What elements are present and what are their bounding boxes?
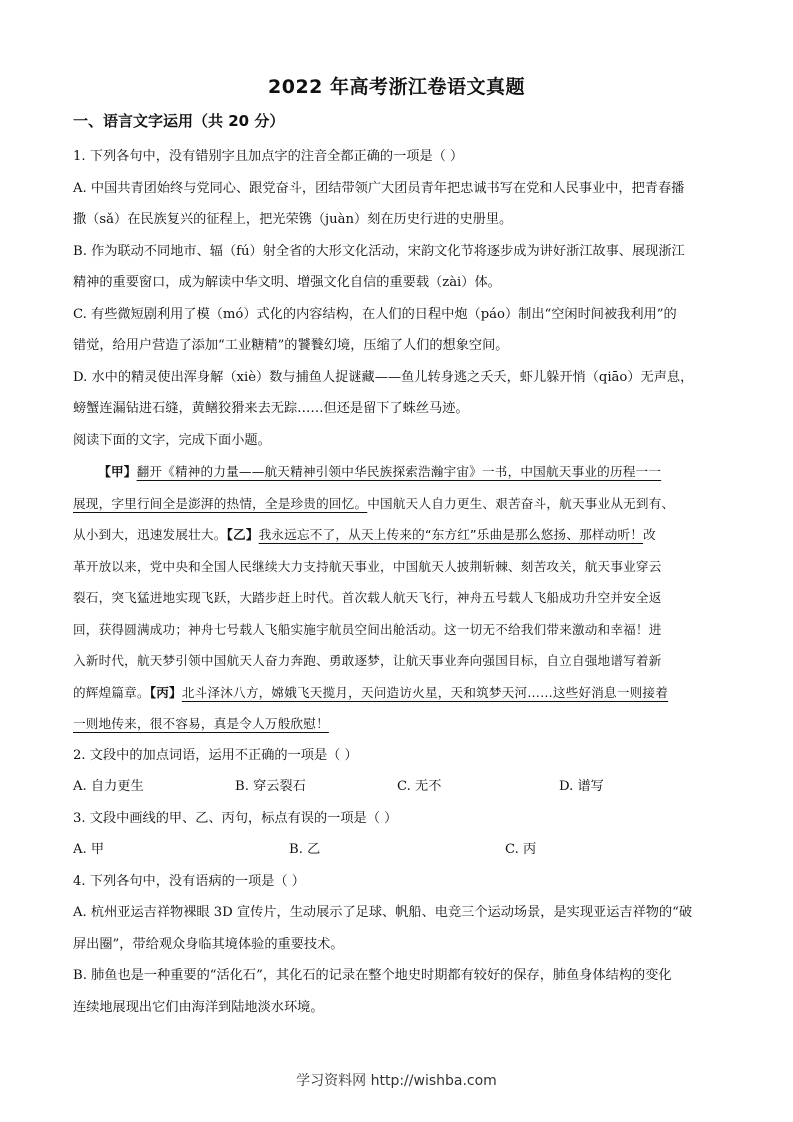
q2-option-a: A. 自力更生 bbox=[73, 779, 144, 794]
passage-text: 改 bbox=[643, 527, 656, 542]
q4-option-b-line1: B. 肺鱼也是一种重要的“活化石”，其化石的记录在整个地史时期都有较好的保存，肺鱼身体结构的变化 bbox=[73, 968, 672, 983]
passage-line bbox=[73, 677, 721, 709]
passage-text: 从小到大，迅速发展壮大。 bbox=[73, 527, 227, 542]
passage-line: 入新时代，航天梦引领中国航天人奋力奔跑、勇敢逐梦，让航天事业奔向强国目标，自立自强地谱写着新 bbox=[73, 653, 662, 668]
q1-option-c-line2: 错觉，给用户营造了添加“工业糖精”的饕餮幻境，压缩了人们的想象空间。 bbox=[73, 338, 509, 353]
passage-line bbox=[73, 708, 721, 740]
q2-stem: 2. 文段中的加点词语，运用不正确的一项是（ ） bbox=[73, 747, 358, 763]
q1-option-b-line1: B. 作为联动不同地市、辐（fú）射全省的大形文化活动，宋韵文化节将逐步成为讲好浙江故事、展现浙江 bbox=[73, 243, 685, 259]
passage-text: 的辉煌篇章。 bbox=[73, 684, 150, 700]
passage-line bbox=[73, 488, 721, 520]
q1-option-c-line1: C. 有些微短剧利用了模（mó）式化的内容结构，在人们的日程中炮（páo）制出“空闲时间被我利用”的 bbox=[73, 306, 677, 322]
page-title: 2022 年高考浙江卷语文真题 bbox=[268, 76, 525, 98]
yi-sentence: 我永远忘不了，从天上传来的“东方红”乐曲是那么悠扬、那样动听！ bbox=[258, 527, 644, 542]
jia-sentence-part2: 展现，字里行间全是澎湃的热情，全是珍贵的回忆。 bbox=[73, 495, 368, 511]
jia-mark: 【甲】 bbox=[98, 464, 137, 479]
q1-option-a-line1: A. 中国共青团始终与党同心、跟党奋斗，团结带领广大团员青年把忠诚书写在党和人民事业中，把青春播 bbox=[73, 180, 685, 196]
q4-stem: 4. 下列各句中，没有语病的一项是（ ） bbox=[73, 873, 305, 889]
q1-option-a-line2: 撒（sǎ）在民族复兴的征程上，把光荣镌（juàn）刻在历史行进的史册里。 bbox=[73, 212, 513, 227]
q1-option-b-line2: 精神的重要窗口，成为解读中华文明、增强文化自信的重要载（zài）体。 bbox=[73, 275, 501, 290]
q3-options bbox=[73, 834, 721, 866]
q2-option-c: C. 无不 bbox=[397, 779, 442, 794]
section-heading: 一、语言文字运用（共 20 分） bbox=[73, 112, 285, 130]
bing-mark: 【丙】 bbox=[149, 684, 182, 700]
q2-options bbox=[73, 771, 721, 803]
q4-option-a-line1: A. 杭州亚运吉祥物裸眼 3D 宣传片，生动展示了足球、帆船、电竞三个运动场景，是实现亚运吉祥物的“破 bbox=[73, 905, 693, 920]
passage-line: 革开放以来，党中央和全国人民继续大力支持航天事业，中国航天人披荆斩棘、刻苦攻关，航天事业穿云 bbox=[73, 558, 662, 574]
q1-option-d-line2: 螃蟹连漏钻进石缝，黄鳝狡猾来去无踪……但还是留下了蛛丝马迹。 bbox=[73, 401, 469, 416]
bing-sentence-part1: 北斗泽沐八方，嫦娥飞天揽月，天问造访火星，天和筑梦天河……这些好消息一则接着 bbox=[181, 684, 669, 700]
yi-mark: 【乙】 bbox=[226, 527, 259, 542]
q3-option-b: B. 乙 bbox=[289, 842, 321, 857]
q4-option-b-line2: 连续地展现出它们由海洋到陆地淡水环境。 bbox=[73, 999, 324, 1015]
bing-sentence-part2: 一则地传来，很不容易，真是令人万般欣慰！ bbox=[73, 716, 329, 731]
q3-option-c: C. 丙 bbox=[505, 842, 537, 857]
passage-line: 裂石，突飞猛进地实现飞跃，大踏步赶上时代。首次载人航天飞行，神舟五号载人飞船成功升空并安全返 bbox=[73, 590, 662, 605]
q2-option-d: D. 谱写 bbox=[559, 779, 604, 794]
q3-stem: 3. 文段中画线的甲、乙、丙句，标点有误的一项是（ ） bbox=[73, 810, 398, 826]
q4-option-a-line2: 屏出圈”，带给观众身临其境体验的重要技术。 bbox=[73, 936, 344, 952]
q1-option-d-line1: D. 水中的精灵使出浑身解（xiè）数与捕鱼人捉谜藏——鱼儿转身逃之夭夭，虾儿躲开悄（qiāo）无声息， bbox=[73, 369, 694, 385]
footer-watermark: 学习资料网 http://wishba.com bbox=[296, 1073, 497, 1089]
passage-line bbox=[73, 456, 721, 488]
q3-option-a: A. 甲 bbox=[73, 842, 105, 857]
q1-stem: 1. 下列各句中，没有错别字且加点字的注音全都正确的一项是（ ） bbox=[73, 149, 464, 164]
q2-option-b: B. 穿云裂石 bbox=[235, 779, 306, 794]
reading-passage bbox=[73, 456, 721, 740]
passage-text: 中国航天人自力更生、艰苦奋斗，航天事业从无到有、 bbox=[367, 495, 675, 511]
passage-line: 回，获得圆满成功；神舟七号载人飞船实施宇航员空间出舱活动。这一切无不给我们带来激动和幸福！进 bbox=[73, 621, 662, 637]
jia-sentence-part1: 翻开《精神的力量——航天精神引领中华民族探索浩瀚宇宙》一书，中国航天事业的历程一一 bbox=[136, 464, 662, 479]
reading-instruction: 阅读下面的文字，完成下面小题。 bbox=[73, 432, 271, 448]
passage-line bbox=[73, 519, 721, 551]
document-content bbox=[73, 141, 721, 1023]
